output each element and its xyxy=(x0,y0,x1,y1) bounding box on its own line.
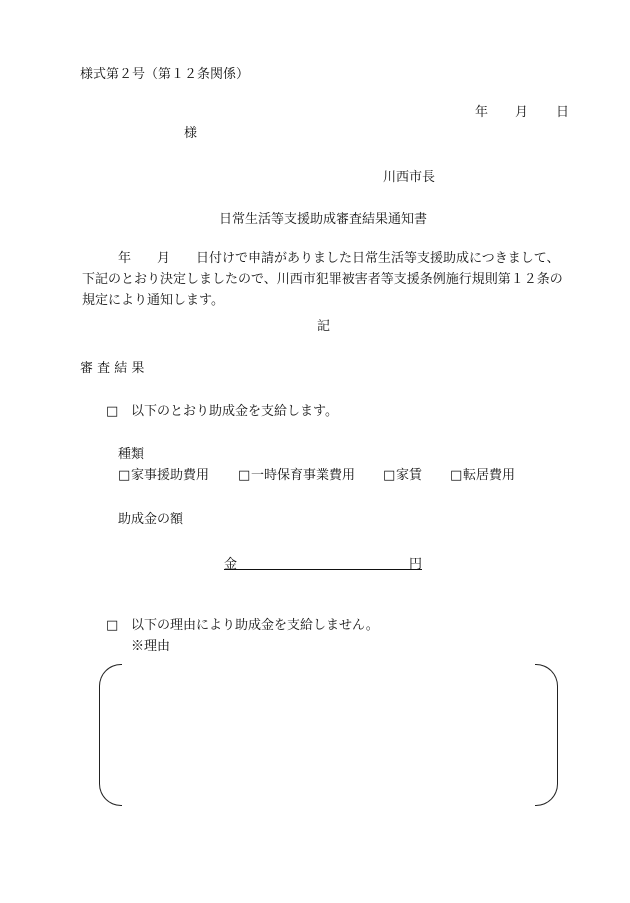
type-checkbox-rent[interactable]: □ xyxy=(383,468,396,483)
document-title: 日常生活等支援助成審査結果通知書 xyxy=(219,212,428,227)
deny-checkbox[interactable]: □ xyxy=(106,618,119,633)
type-checkbox-childcare[interactable]: □ xyxy=(238,468,251,483)
grant-label: 以下のとおり助成金を支給します。 xyxy=(131,404,338,419)
type-checkbox-moving[interactable]: □ xyxy=(450,468,463,483)
amount-label: 助成金の額 xyxy=(118,512,184,527)
amount-prefix: 金 xyxy=(224,557,238,572)
reason-bracket-right xyxy=(535,664,558,806)
reason-label: ※理由 xyxy=(131,639,171,654)
date-year: 年 xyxy=(475,105,489,120)
type-label-moving: 転居費用 xyxy=(463,468,516,483)
form-number: 様式第２号（第１２条関係） xyxy=(80,67,250,82)
grant-checkbox[interactable]: □ xyxy=(106,404,119,419)
body-line-3: 規定により通知します。 xyxy=(82,293,224,308)
addressee-suffix: 様 xyxy=(184,126,198,141)
type-label-housework: 家事援助費用 xyxy=(131,468,210,483)
amount-suffix: 円 xyxy=(408,557,422,572)
body-text xyxy=(82,248,572,311)
type-label-rent: 家賃 xyxy=(396,468,423,483)
type-checkbox-housework[interactable]: □ xyxy=(118,468,131,483)
amount-field[interactable] xyxy=(224,553,422,570)
date-day: 日 xyxy=(556,105,570,120)
reason-bracket-left xyxy=(99,664,122,806)
deny-label: 以下の理由により助成金を支給しません。 xyxy=(131,618,379,633)
body-line-1: 年 月 日付けで申請がありました日常生活等支援助成につきまして、 xyxy=(118,251,560,266)
date-month: 月 xyxy=(515,105,529,120)
body-line-2: 下記のとおり決定しましたので、川西市犯罪被害者等支援条例施行規則第１２条の xyxy=(82,272,563,287)
ki-mark: 記 xyxy=(317,319,331,334)
result-heading: 審 査 結 果 xyxy=(80,361,145,376)
type-label-childcare: 一時保育事業費用 xyxy=(251,468,356,483)
types-label: 種類 xyxy=(118,447,145,462)
issuer-name: 川西市長 xyxy=(383,170,436,185)
